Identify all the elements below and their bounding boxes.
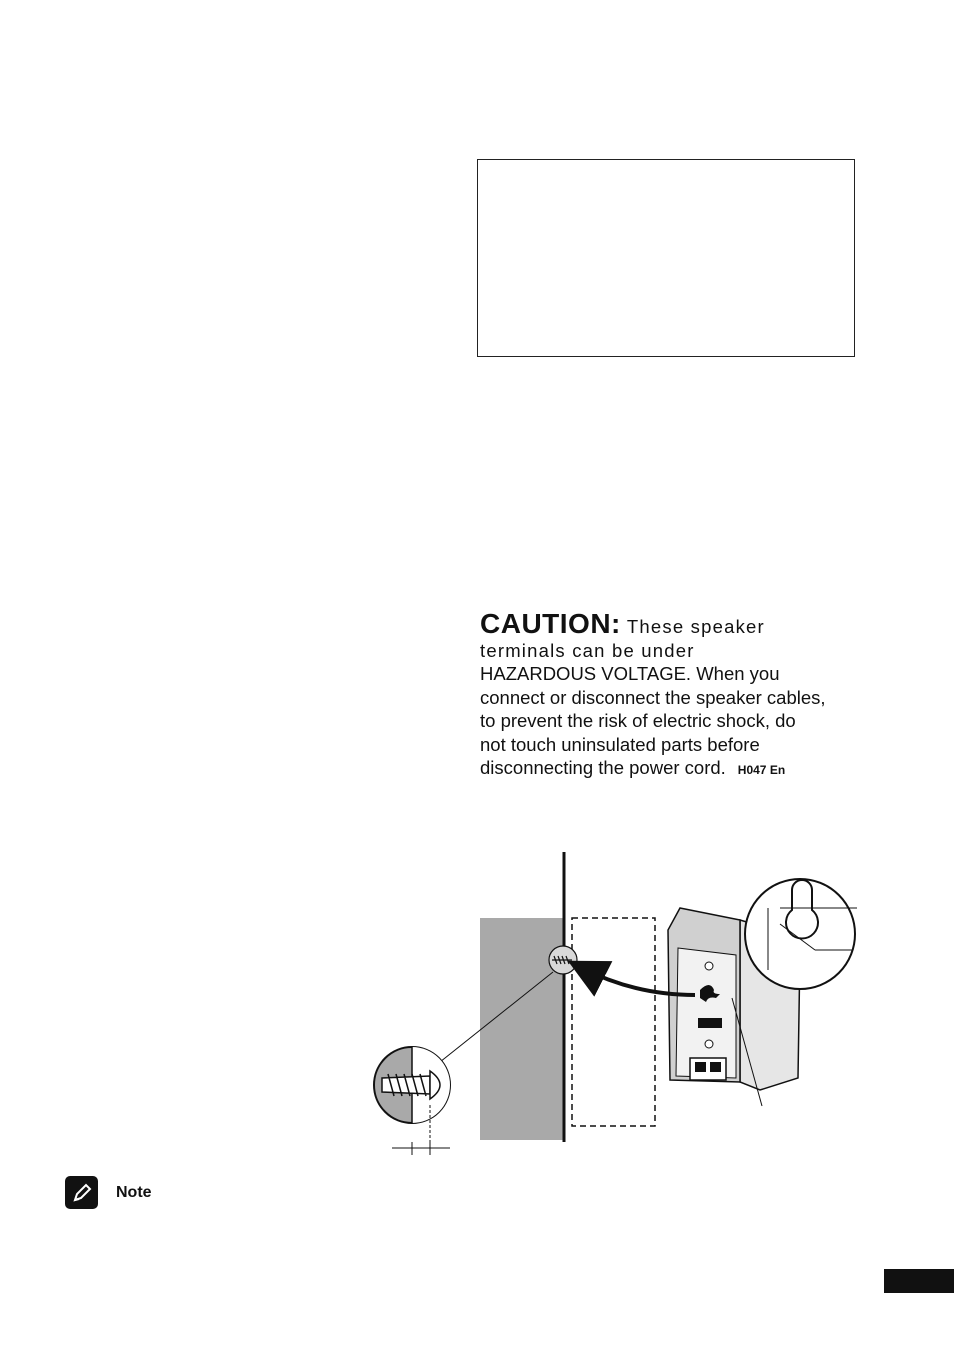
speaker-bottom-hole bbox=[705, 1040, 713, 1048]
note-label: Note bbox=[116, 1183, 152, 1201]
caution-line-1: CAUTION: These speaker bbox=[480, 608, 765, 639]
page-tab-marker bbox=[884, 1269, 954, 1293]
caution-line-6: not touch uninsulated parts before bbox=[480, 733, 760, 755]
caution-notice bbox=[480, 608, 870, 783]
note-section bbox=[65, 1176, 152, 1209]
pencil-icon bbox=[65, 1176, 98, 1209]
caution-line-4: connect or disconnect the speaker cables, bbox=[480, 686, 826, 708]
empty-info-box bbox=[477, 159, 855, 357]
speaker-top-hole bbox=[705, 962, 713, 970]
speaker-outline-dashed bbox=[572, 918, 655, 1126]
caution-line-5: to prevent the risk of electric shock, do bbox=[480, 710, 796, 731]
wall-mount-diagram bbox=[360, 850, 880, 1170]
caution-heading: CAUTION: bbox=[480, 608, 621, 639]
caution-line-2: terminals can be under bbox=[480, 639, 695, 661]
screw-zoom-icon bbox=[382, 1074, 430, 1096]
caution-line-3: HAZARDOUS VOLTAGE. When you bbox=[480, 663, 780, 684]
caution-code: H047 En bbox=[737, 763, 786, 777]
speaker-label-slot bbox=[698, 1018, 722, 1028]
terminal-right bbox=[710, 1062, 721, 1072]
terminal-left bbox=[695, 1062, 706, 1072]
caution-line-7: disconnecting the power cord. H047 En bbox=[480, 757, 786, 778]
